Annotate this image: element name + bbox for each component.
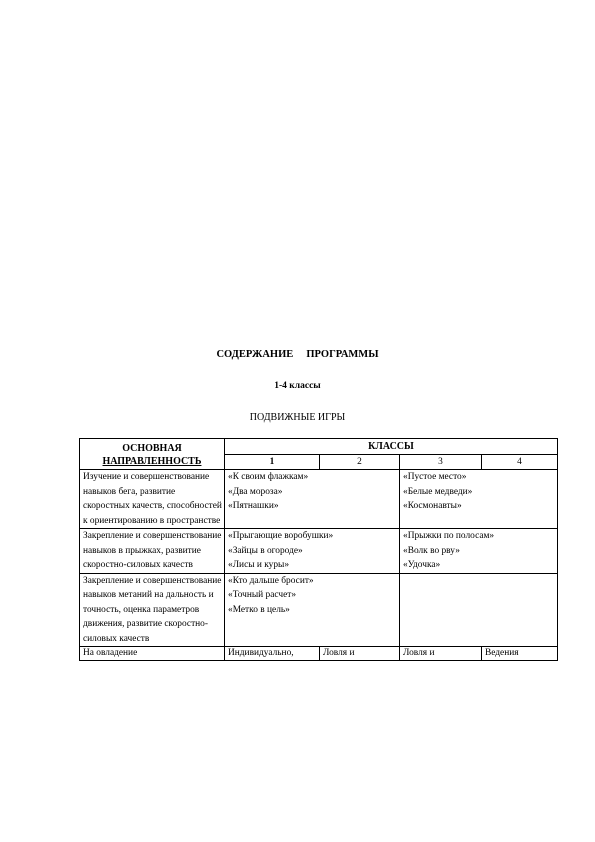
direction-header xyxy=(80,439,225,470)
direction-cell: Закрепление и совершенствование навыков метаний на дальность и точность, оценка параметров движения, развитие скоростно-силовых качеств xyxy=(80,573,225,647)
grade-number-4: 4 xyxy=(482,455,558,470)
game-item: «Два мороза» xyxy=(228,486,283,497)
grade-4-cell: Ведения xyxy=(482,647,558,661)
table-header-row xyxy=(80,439,558,455)
games-grades-1-2 xyxy=(225,529,400,574)
grade-number-1: 1 xyxy=(225,455,320,470)
game-item: «Пятнашки» xyxy=(228,501,279,511)
game-item: «Метко в цель» xyxy=(228,604,290,615)
game-item: «Точный расчет» xyxy=(228,590,297,600)
games-grades-1-2 xyxy=(225,470,400,529)
program-table xyxy=(79,438,558,661)
game-item: «Зайцы в огороде» xyxy=(228,545,303,556)
game-item: «Прыжки по полосам» xyxy=(403,531,495,541)
games-grades-3-4 xyxy=(400,529,558,574)
game-item: «Прыгающие воробушки» xyxy=(228,531,334,541)
game-item: «Космонавты» xyxy=(403,501,462,511)
table-row xyxy=(80,647,558,661)
grade-3-cell: Ловля и xyxy=(400,647,482,661)
section-heading: ПОДВИЖНЫЕ ИГРЫ xyxy=(249,412,346,423)
game-item: «Удочка» xyxy=(403,560,441,570)
classes-header: КЛАССЫ xyxy=(225,439,558,455)
game-item: «Лисы и куры» xyxy=(228,560,290,570)
grade-1-cell: Индивидуально, xyxy=(225,647,320,661)
table-row xyxy=(80,573,558,647)
games-grades-3-4 xyxy=(400,573,558,647)
grade-number-2: 2 xyxy=(320,455,400,470)
direction-cell: На овладение xyxy=(80,647,225,661)
grade-number-3: 3 xyxy=(400,455,482,470)
direction-header-line2: НАПРАВЛЕННОСТЬ xyxy=(102,455,202,467)
game-item: «Белые медведи» xyxy=(403,486,473,497)
game-item: «Волк во рву» xyxy=(403,545,460,556)
direction-header-line1: ОСНОВНАЯ xyxy=(122,442,182,454)
grades-subtitle: 1-4 классы xyxy=(274,381,321,391)
table-row xyxy=(80,529,558,574)
game-item: «К своим флажкам» xyxy=(228,472,309,482)
page-title: СОДЕРЖАНИЕ ПРОГРАММЫ xyxy=(216,349,379,360)
grade-2-cell: Ловля и xyxy=(320,647,400,661)
games-grades-1-2 xyxy=(225,573,400,647)
table-row xyxy=(80,470,558,529)
direction-cell: Изучение и совершенствование навыков бега, развитие скоростных качеств, способностей к ориентированию в пространстве xyxy=(80,470,225,529)
game-item: «Кто дальше бросит» xyxy=(228,575,314,586)
game-item: «Пустое место» xyxy=(403,472,467,482)
direction-cell: Закрепление и совершенствование навыков в прыжках, развитие скоростно-силовых качеств xyxy=(80,529,225,574)
games-grades-3-4 xyxy=(400,470,558,529)
